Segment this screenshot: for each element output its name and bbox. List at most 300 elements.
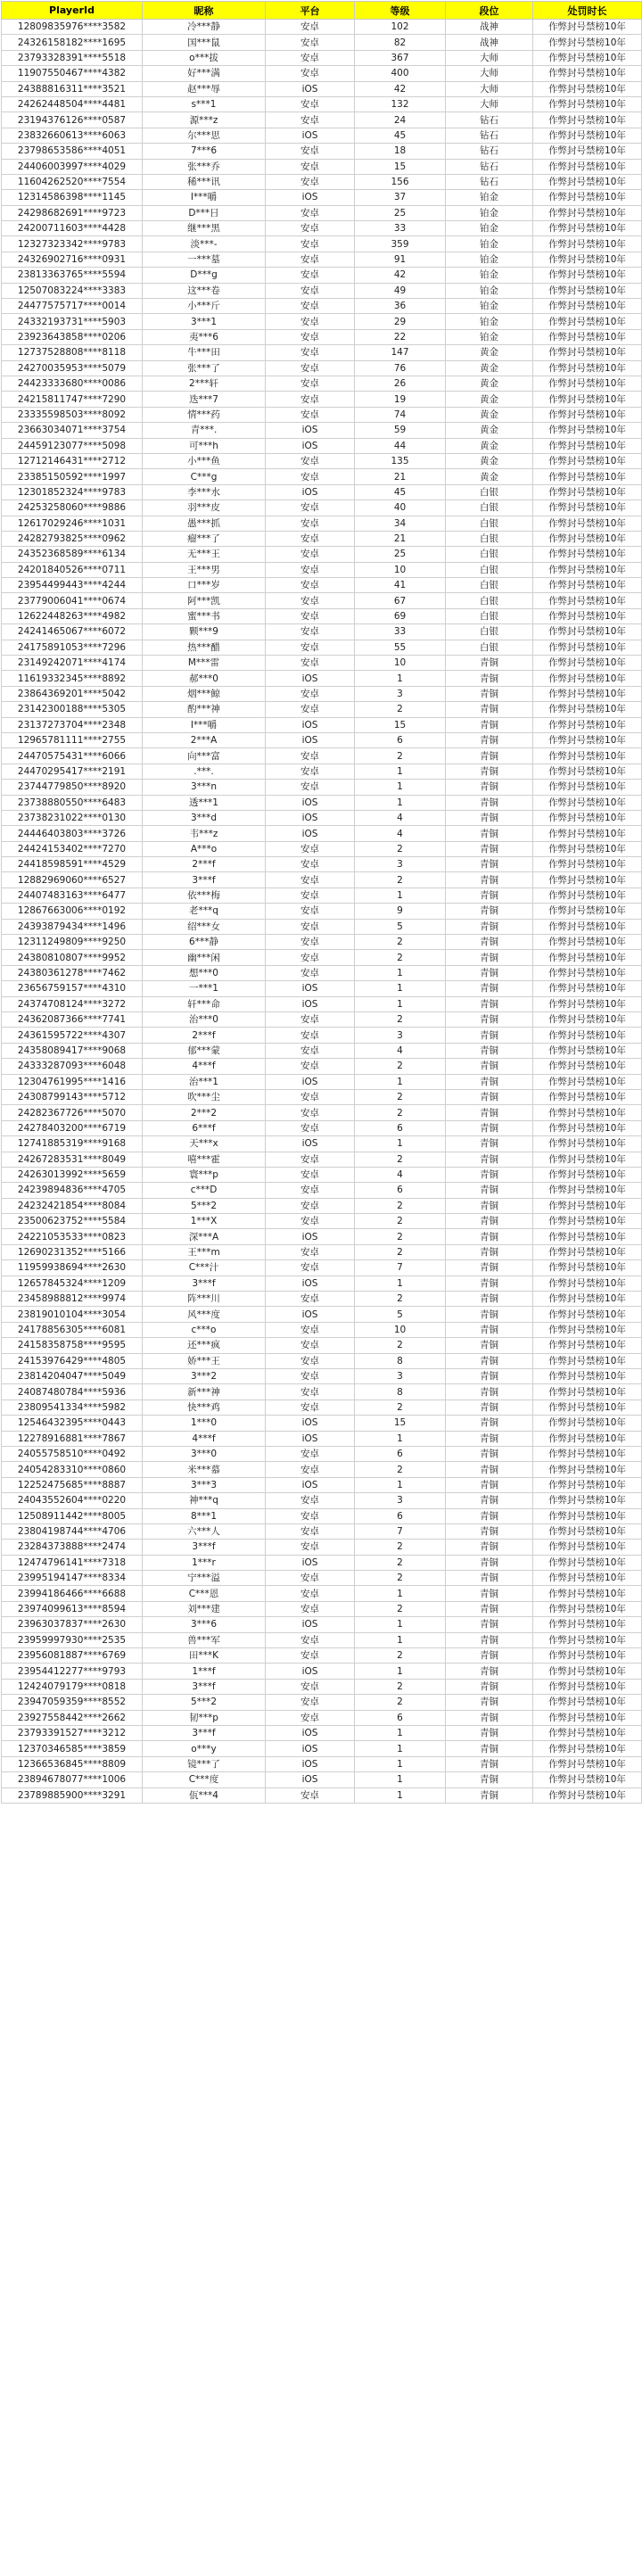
table-row bbox=[2, 904, 642, 919]
cell-platform: 安卓 bbox=[266, 764, 355, 779]
cell-nickname: 老***q bbox=[143, 904, 266, 919]
table-row bbox=[2, 826, 642, 841]
table-row bbox=[2, 236, 642, 252]
cell-penalty: 作弊封号禁榜10年 bbox=[533, 205, 642, 220]
cell-platform: 安卓 bbox=[266, 748, 355, 764]
cell-playerid: 24298682691****9723 bbox=[2, 205, 143, 220]
cell-platform: 安卓 bbox=[266, 841, 355, 856]
cell-nickname: 六***人 bbox=[143, 1523, 266, 1539]
cell-platform: 安卓 bbox=[266, 1493, 355, 1508]
cell-penalty: 作弊封号禁榜10年 bbox=[533, 1540, 642, 1555]
cell-rank: 白银 bbox=[446, 547, 533, 562]
table-row bbox=[2, 205, 642, 220]
cell-penalty: 作弊封号禁榜10年 bbox=[533, 1012, 642, 1028]
header-level: 等级 bbox=[355, 2, 446, 20]
cell-rank: 钻石 bbox=[446, 112, 533, 128]
table-row bbox=[2, 81, 642, 96]
cell-rank: 青铜 bbox=[446, 1648, 533, 1664]
cell-platform: 安卓 bbox=[266, 640, 355, 655]
cell-platform: 安卓 bbox=[266, 950, 355, 965]
cell-penalty: 作弊封号禁榜10年 bbox=[533, 66, 642, 81]
cell-rank: 青铜 bbox=[446, 1276, 533, 1291]
cell-platform: iOS bbox=[266, 795, 355, 810]
table-row bbox=[2, 1307, 642, 1322]
table-row bbox=[2, 50, 642, 65]
cell-playerid: 24374708124****3272 bbox=[2, 996, 143, 1011]
cell-nickname: 尔***思 bbox=[143, 128, 266, 143]
header-nickname: 昵称 bbox=[143, 2, 266, 20]
table-row bbox=[2, 66, 642, 81]
cell-nickname: C***汁 bbox=[143, 1260, 266, 1276]
cell-platform: 安卓 bbox=[266, 1601, 355, 1616]
cell-nickname: 田***K bbox=[143, 1648, 266, 1664]
cell-playerid: 23832660613****6063 bbox=[2, 128, 143, 143]
cell-level: 2 bbox=[355, 1648, 446, 1664]
cell-nickname: 3***n bbox=[143, 780, 266, 795]
cell-playerid: 12278916881****7867 bbox=[2, 1431, 143, 1446]
table-row bbox=[2, 1089, 642, 1104]
cell-rank: 白银 bbox=[446, 593, 533, 608]
cell-nickname: 3***f bbox=[143, 1276, 266, 1291]
table-row bbox=[2, 516, 642, 531]
table-row bbox=[2, 888, 642, 903]
table-row bbox=[2, 562, 642, 577]
cell-level: 15 bbox=[355, 1416, 446, 1431]
cell-rank: 青铜 bbox=[446, 1741, 533, 1756]
cell-platform: 安卓 bbox=[266, 1353, 355, 1368]
table-row bbox=[2, 1617, 642, 1632]
cell-rank: 青铜 bbox=[446, 1292, 533, 1307]
cell-platform: 安卓 bbox=[266, 314, 355, 329]
cell-level: 2 bbox=[355, 1214, 446, 1229]
cell-rank: 白银 bbox=[446, 500, 533, 516]
cell-platform: iOS bbox=[266, 826, 355, 841]
cell-platform: 安卓 bbox=[266, 624, 355, 640]
cell-level: 2 bbox=[355, 1540, 446, 1555]
cell-level: 147 bbox=[355, 345, 446, 360]
cell-nickname: C***g bbox=[143, 469, 266, 484]
table-row bbox=[2, 1074, 642, 1089]
cell-rank: 青铜 bbox=[446, 717, 533, 732]
cell-penalty: 作弊封号禁榜10年 bbox=[533, 1307, 642, 1322]
cell-rank: 青铜 bbox=[446, 1756, 533, 1771]
cell-nickname: 向***富 bbox=[143, 748, 266, 764]
cell-playerid: 24054283310****0860 bbox=[2, 1462, 143, 1477]
cell-level: 2 bbox=[355, 1555, 446, 1570]
cell-nickname: 国***鼠 bbox=[143, 35, 266, 50]
cell-level: 6 bbox=[355, 732, 446, 747]
table-row bbox=[2, 686, 642, 701]
table-row bbox=[2, 438, 642, 453]
table-row bbox=[2, 640, 642, 655]
table-row bbox=[2, 780, 642, 795]
cell-playerid: 24263013992****5659 bbox=[2, 1167, 143, 1182]
cell-playerid: 23864369201****5042 bbox=[2, 686, 143, 701]
cell-nickname: 1***r bbox=[143, 1555, 266, 1570]
cell-nickname: 郝***0 bbox=[143, 671, 266, 686]
cell-playerid: 23149242071****4174 bbox=[2, 656, 143, 671]
cell-level: 2 bbox=[355, 1601, 446, 1616]
cell-nickname: 兽***军 bbox=[143, 1632, 266, 1647]
cell-rank: 铂金 bbox=[446, 299, 533, 314]
cell-nickname: 一***1 bbox=[143, 981, 266, 996]
cell-level: 1 bbox=[355, 1586, 446, 1601]
cell-penalty: 作弊封号禁榜10年 bbox=[533, 748, 642, 764]
cell-platform: 安卓 bbox=[266, 66, 355, 81]
cell-penalty: 作弊封号禁榜10年 bbox=[533, 174, 642, 189]
cell-platform: 安卓 bbox=[266, 686, 355, 701]
cell-platform: 安卓 bbox=[266, 1710, 355, 1725]
table-row bbox=[2, 1586, 642, 1601]
cell-nickname: 神***q bbox=[143, 1493, 266, 1508]
cell-penalty: 作弊封号禁榜10年 bbox=[533, 299, 642, 314]
cell-penalty: 作弊封号禁榜10年 bbox=[533, 1198, 642, 1213]
cell-nickname: C***恩 bbox=[143, 1586, 266, 1601]
cell-level: 1 bbox=[355, 1741, 446, 1756]
table-row bbox=[2, 376, 642, 391]
cell-level: 7 bbox=[355, 1523, 446, 1539]
cell-platform: 安卓 bbox=[266, 608, 355, 623]
cell-playerid: 12474796141****7318 bbox=[2, 1555, 143, 1570]
cell-platform: 安卓 bbox=[266, 1523, 355, 1539]
cell-platform: 安卓 bbox=[266, 20, 355, 35]
table-row bbox=[2, 453, 642, 468]
cell-playerid: 23894678077****1006 bbox=[2, 1772, 143, 1788]
cell-playerid: 12327323342****9783 bbox=[2, 236, 143, 252]
cell-rank: 青铜 bbox=[446, 1462, 533, 1477]
cell-platform: iOS bbox=[266, 1756, 355, 1771]
cell-rank: 青铜 bbox=[446, 1089, 533, 1104]
cell-playerid: 24201840526****0711 bbox=[2, 562, 143, 577]
table-row bbox=[2, 1788, 642, 1803]
cell-playerid: 24239894836****4705 bbox=[2, 1183, 143, 1198]
cell-level: 36 bbox=[355, 299, 446, 314]
cell-playerid: 24153976429****4805 bbox=[2, 1353, 143, 1368]
cell-platform: 安卓 bbox=[266, 500, 355, 516]
cell-penalty: 作弊封号禁榜10年 bbox=[533, 1695, 642, 1710]
cell-platform: 安卓 bbox=[266, 1244, 355, 1259]
cell-level: 2 bbox=[355, 1012, 446, 1028]
cell-penalty: 作弊封号禁榜10年 bbox=[533, 1493, 642, 1508]
cell-platform: 安卓 bbox=[266, 268, 355, 283]
cell-level: 1 bbox=[355, 1756, 446, 1771]
cell-platform: 安卓 bbox=[266, 857, 355, 872]
table-row bbox=[2, 1136, 642, 1152]
cell-playerid: 12657845324****1209 bbox=[2, 1276, 143, 1291]
cell-nickname: 吹***尘 bbox=[143, 1089, 266, 1104]
cell-nickname: 3***2 bbox=[143, 1368, 266, 1383]
cell-rank: 青铜 bbox=[446, 1416, 533, 1431]
cell-nickname: 韦***z bbox=[143, 826, 266, 841]
cell-platform: 安卓 bbox=[266, 299, 355, 314]
table-row bbox=[2, 1276, 642, 1291]
table-row bbox=[2, 950, 642, 965]
cell-penalty: 作弊封号禁榜10年 bbox=[533, 469, 642, 484]
table-row bbox=[2, 1632, 642, 1647]
cell-platform: 安卓 bbox=[266, 562, 355, 577]
cell-platform: 安卓 bbox=[266, 1322, 355, 1337]
cell-playerid: 23819010104****3054 bbox=[2, 1307, 143, 1322]
cell-level: 2 bbox=[355, 872, 446, 888]
cell-penalty: 作弊封号禁榜10年 bbox=[533, 1214, 642, 1229]
cell-penalty: 作弊封号禁榜10年 bbox=[533, 531, 642, 546]
cell-penalty: 作弊封号禁榜10年 bbox=[533, 578, 642, 593]
cell-penalty: 作弊封号禁榜10年 bbox=[533, 112, 642, 128]
cell-penalty: 作弊封号禁榜10年 bbox=[533, 50, 642, 65]
cell-rank: 青铜 bbox=[446, 950, 533, 965]
cell-nickname: 夷***6 bbox=[143, 329, 266, 344]
cell-playerid: 23385150592****1997 bbox=[2, 469, 143, 484]
cell-playerid: 23744779850****8920 bbox=[2, 780, 143, 795]
cell-level: 15 bbox=[355, 159, 446, 174]
cell-playerid: 23500623752****5584 bbox=[2, 1214, 143, 1229]
cell-rank: 青铜 bbox=[446, 826, 533, 841]
cell-penalty: 作弊封号禁榜10年 bbox=[533, 1555, 642, 1570]
cell-platform: 安卓 bbox=[266, 1043, 355, 1058]
cell-nickname: 刘***建 bbox=[143, 1601, 266, 1616]
cell-rank: 铂金 bbox=[446, 205, 533, 220]
cell-rank: 铂金 bbox=[446, 221, 533, 236]
cell-nickname: 米***慕 bbox=[143, 1462, 266, 1477]
cell-level: 42 bbox=[355, 268, 446, 283]
table-row bbox=[2, 1431, 642, 1446]
table-row bbox=[2, 578, 642, 593]
cell-nickname: 李***水 bbox=[143, 484, 266, 500]
cell-rank: 黄金 bbox=[446, 392, 533, 407]
table-row bbox=[2, 748, 642, 764]
cell-platform: 安卓 bbox=[266, 1089, 355, 1104]
cell-nickname: A***o bbox=[143, 841, 266, 856]
penalty-table bbox=[1, 1, 642, 1804]
table-row bbox=[2, 795, 642, 810]
cell-penalty: 作弊封号禁榜10年 bbox=[533, 159, 642, 174]
cell-rank: 青铜 bbox=[446, 1632, 533, 1647]
cell-playerid: 12622448263****4982 bbox=[2, 608, 143, 623]
table-row bbox=[2, 1183, 642, 1198]
cell-level: 21 bbox=[355, 469, 446, 484]
cell-penalty: 作弊封号禁榜10年 bbox=[533, 438, 642, 453]
cell-penalty: 作弊封号禁榜10年 bbox=[533, 407, 642, 422]
cell-level: 2 bbox=[355, 950, 446, 965]
cell-level: 2 bbox=[355, 1089, 446, 1104]
table-row bbox=[2, 1322, 642, 1337]
cell-rank: 青铜 bbox=[446, 1338, 533, 1353]
cell-level: 42 bbox=[355, 81, 446, 96]
table-row bbox=[2, 841, 642, 856]
cell-nickname: 王***m bbox=[143, 1244, 266, 1259]
cell-nickname: 蜜***书 bbox=[143, 608, 266, 623]
cell-playerid: 23142300188****5305 bbox=[2, 702, 143, 717]
cell-nickname: 2***轩 bbox=[143, 376, 266, 391]
cell-rank: 钻石 bbox=[446, 174, 533, 189]
cell-level: 18 bbox=[355, 144, 446, 159]
cell-penalty: 作弊封号禁榜10年 bbox=[533, 144, 642, 159]
table-row bbox=[2, 1540, 642, 1555]
cell-nickname: 5***2 bbox=[143, 1198, 266, 1213]
table-row bbox=[2, 1012, 642, 1028]
cell-playerid: 12737528808****8118 bbox=[2, 345, 143, 360]
cell-rank: 青铜 bbox=[446, 1152, 533, 1167]
cell-playerid: 12546432395****0443 bbox=[2, 1416, 143, 1431]
cell-playerid: 24178856305****6081 bbox=[2, 1322, 143, 1337]
cell-penalty: 作弊封号禁榜10年 bbox=[533, 1617, 642, 1632]
cell-playerid: 24406003997****4029 bbox=[2, 159, 143, 174]
cell-penalty: 作弊封号禁榜10年 bbox=[533, 872, 642, 888]
cell-nickname: D***日 bbox=[143, 205, 266, 220]
cell-rank: 黄金 bbox=[446, 360, 533, 376]
cell-playerid: 24278403200****6719 bbox=[2, 1120, 143, 1135]
cell-level: 2 bbox=[355, 1229, 446, 1244]
cell-level: 40 bbox=[355, 500, 446, 516]
cell-rank: 黄金 bbox=[446, 438, 533, 453]
cell-playerid: 24470295417****2191 bbox=[2, 764, 143, 779]
cell-rank: 白银 bbox=[446, 640, 533, 655]
table-row bbox=[2, 392, 642, 407]
table-row bbox=[2, 1198, 642, 1213]
cell-nickname: 迭***7 bbox=[143, 392, 266, 407]
cell-rank: 青铜 bbox=[446, 935, 533, 950]
cell-nickname: 小***鱼 bbox=[143, 453, 266, 468]
cell-rank: 青铜 bbox=[446, 841, 533, 856]
cell-penalty: 作弊封号禁榜10年 bbox=[533, 686, 642, 701]
cell-platform: 安卓 bbox=[266, 1198, 355, 1213]
cell-platform: 安卓 bbox=[266, 1120, 355, 1135]
table-row bbox=[2, 608, 642, 623]
cell-penalty: 作弊封号禁榜10年 bbox=[533, 593, 642, 608]
cell-level: 6 bbox=[355, 1446, 446, 1461]
cell-penalty: 作弊封号禁榜10年 bbox=[533, 826, 642, 841]
cell-platform: 安卓 bbox=[266, 144, 355, 159]
cell-penalty: 作弊封号禁榜10年 bbox=[533, 252, 642, 267]
cell-playerid: 23956081887****6769 bbox=[2, 1648, 143, 1664]
cell-platform: 安卓 bbox=[266, 329, 355, 344]
cell-rank: 铂金 bbox=[446, 252, 533, 267]
cell-level: 7 bbox=[355, 1260, 446, 1276]
cell-penalty: 作弊封号禁榜10年 bbox=[533, 314, 642, 329]
cell-level: 1 bbox=[355, 1074, 446, 1089]
cell-rank: 青铜 bbox=[446, 1353, 533, 1368]
cell-nickname: 6***f bbox=[143, 1120, 266, 1135]
table-row bbox=[2, 1152, 642, 1167]
table-row bbox=[2, 624, 642, 640]
cell-platform: 安卓 bbox=[266, 1059, 355, 1074]
cell-playerid: 24055758510****0492 bbox=[2, 1446, 143, 1461]
table-row bbox=[2, 1059, 642, 1074]
cell-nickname: 8***1 bbox=[143, 1508, 266, 1523]
cell-penalty: 作弊封号禁榜10年 bbox=[533, 35, 642, 50]
cell-rank: 钻石 bbox=[446, 128, 533, 143]
table-row bbox=[2, 268, 642, 283]
table-row bbox=[2, 112, 642, 128]
cell-level: 3 bbox=[355, 1493, 446, 1508]
cell-level: 102 bbox=[355, 20, 446, 35]
cell-level: 3 bbox=[355, 1028, 446, 1043]
cell-playerid: 12424079179****0818 bbox=[2, 1679, 143, 1694]
cell-playerid: 23923643858****0206 bbox=[2, 329, 143, 344]
cell-rank: 铂金 bbox=[446, 190, 533, 205]
cell-nickname: 小***斤 bbox=[143, 299, 266, 314]
cell-rank: 大师 bbox=[446, 81, 533, 96]
cell-platform: iOS bbox=[266, 996, 355, 1011]
cell-penalty: 作弊封号禁榜10年 bbox=[533, 1431, 642, 1446]
cell-nickname: o***y bbox=[143, 1741, 266, 1756]
cell-platform: iOS bbox=[266, 1136, 355, 1152]
table-row bbox=[2, 919, 642, 934]
cell-playerid: 24087480784****5936 bbox=[2, 1384, 143, 1399]
cell-playerid: 12366536845****8809 bbox=[2, 1756, 143, 1771]
cell-rank: 青铜 bbox=[446, 1493, 533, 1508]
cell-level: 44 bbox=[355, 438, 446, 453]
cell-nickname: 绍***女 bbox=[143, 919, 266, 934]
cell-level: 1 bbox=[355, 795, 446, 810]
cell-level: 29 bbox=[355, 314, 446, 329]
cell-playerid: 23814204047****5049 bbox=[2, 1368, 143, 1383]
cell-playerid: 24388816311****3521 bbox=[2, 81, 143, 96]
cell-nickname: 愚***抓 bbox=[143, 516, 266, 531]
table-row bbox=[2, 128, 642, 143]
cell-level: 5 bbox=[355, 919, 446, 934]
cell-rank: 青铜 bbox=[446, 1540, 533, 1555]
table-row bbox=[2, 1555, 642, 1570]
cell-level: 2 bbox=[355, 748, 446, 764]
table-row bbox=[2, 656, 642, 671]
cell-platform: 安卓 bbox=[266, 407, 355, 422]
cell-penalty: 作弊封号禁榜10年 bbox=[533, 624, 642, 640]
cell-playerid: 12867663006****0192 bbox=[2, 904, 143, 919]
cell-playerid: 24267283531****8049 bbox=[2, 1152, 143, 1167]
cell-platform: 安卓 bbox=[266, 252, 355, 267]
cell-level: 1 bbox=[355, 965, 446, 980]
cell-rank: 青铜 bbox=[446, 1772, 533, 1788]
table-row bbox=[2, 996, 642, 1011]
cell-penalty: 作弊封号禁榜10年 bbox=[533, 96, 642, 111]
cell-penalty: 作弊封号禁榜10年 bbox=[533, 20, 642, 35]
cell-playerid: 23798653586****4051 bbox=[2, 144, 143, 159]
cell-playerid: 24332193731****5903 bbox=[2, 314, 143, 329]
cell-penalty: 作弊封号禁榜10年 bbox=[533, 919, 642, 934]
cell-penalty: 作弊封号禁榜10年 bbox=[533, 562, 642, 577]
cell-playerid: 12304761995****1416 bbox=[2, 1074, 143, 1089]
cell-level: 359 bbox=[355, 236, 446, 252]
cell-level: 10 bbox=[355, 656, 446, 671]
cell-nickname: 3***f bbox=[143, 1679, 266, 1694]
cell-level: 2 bbox=[355, 1292, 446, 1307]
cell-playerid: 12617029246****1031 bbox=[2, 516, 143, 531]
table-row bbox=[2, 593, 642, 608]
cell-playerid: 24175891053****7296 bbox=[2, 640, 143, 655]
cell-penalty: 作弊封号禁榜10年 bbox=[533, 376, 642, 391]
table-row bbox=[2, 1167, 642, 1182]
cell-playerid: 23994186466****6688 bbox=[2, 1586, 143, 1601]
cell-rank: 青铜 bbox=[446, 780, 533, 795]
table-row bbox=[2, 423, 642, 438]
cell-penalty: 作弊封号禁榜10年 bbox=[533, 221, 642, 236]
cell-level: 2 bbox=[355, 1105, 446, 1120]
cell-platform: 安卓 bbox=[266, 965, 355, 980]
cell-rank: 白银 bbox=[446, 484, 533, 500]
cell-platform: 安卓 bbox=[266, 547, 355, 562]
cell-nickname: 3***d bbox=[143, 810, 266, 825]
table-row bbox=[2, 345, 642, 360]
cell-nickname: 2***A bbox=[143, 732, 266, 747]
cell-level: 2 bbox=[355, 1244, 446, 1259]
cell-nickname: 无***王 bbox=[143, 547, 266, 562]
cell-rank: 青铜 bbox=[446, 919, 533, 934]
cell-platform: 安卓 bbox=[266, 453, 355, 468]
cell-platform: 安卓 bbox=[266, 376, 355, 391]
cell-platform: 安卓 bbox=[266, 50, 355, 65]
cell-penalty: 作弊封号禁榜10年 bbox=[533, 717, 642, 732]
